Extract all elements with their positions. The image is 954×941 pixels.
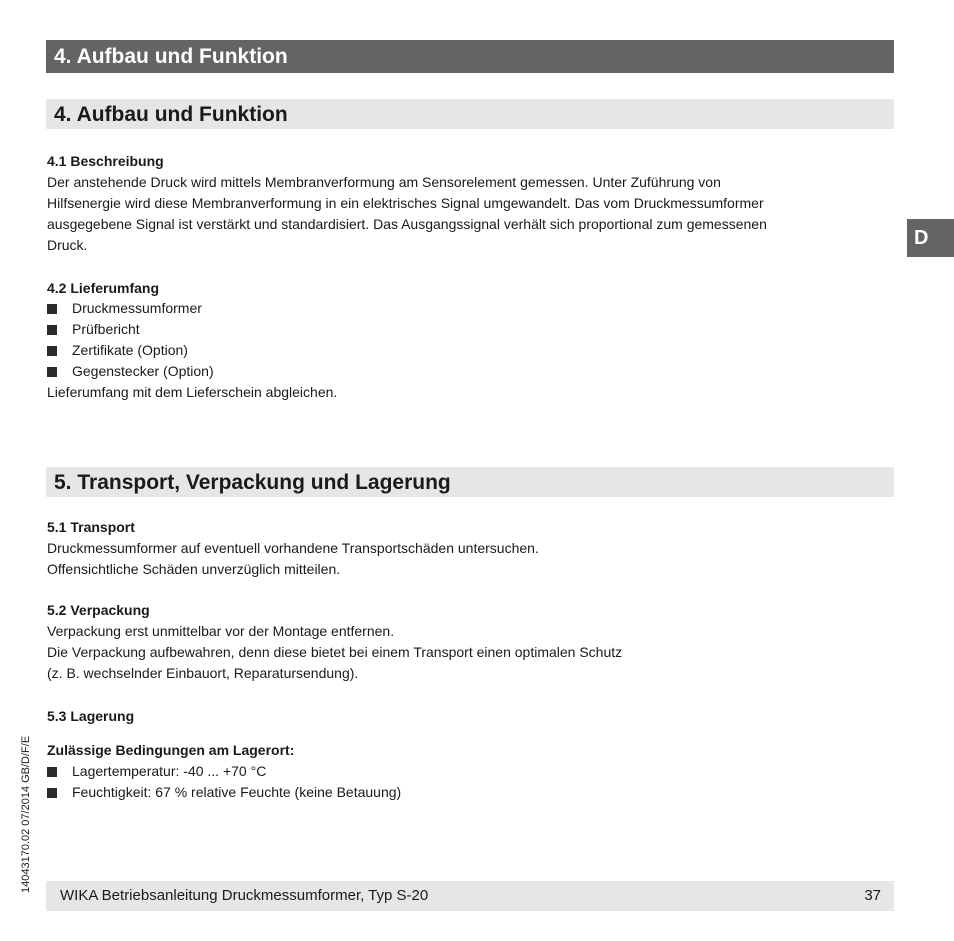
text-line: Hilfsenergie wird diese Membranverformung in ein elektrisches Signal umgewandelt. Das vom Druckmessumformer bbox=[47, 195, 764, 211]
text-line: Druck. bbox=[47, 237, 88, 253]
list-item: Feuchtigkeit: 67 % relative Feuchte (keine Betauung) bbox=[47, 782, 401, 803]
section-4-heading: 4. Aufbau und Funktion bbox=[46, 99, 894, 129]
document-code: 14043170.02 07/2014 GB/D/F/E bbox=[20, 735, 32, 893]
scope-of-delivery-list bbox=[47, 298, 214, 382]
bullet-square-icon bbox=[47, 767, 57, 777]
language-tab: D bbox=[907, 219, 954, 257]
storage-conditions-heading: Zulässige Bedingungen am Lagerort: bbox=[47, 742, 295, 758]
list-item: Prüfbericht bbox=[47, 319, 214, 340]
text-line: Der anstehende Druck wird mittels Membranverformung am Sensorelement gemessen. Unter Zuführung von bbox=[47, 174, 721, 190]
list-item: Gegenstecker (Option) bbox=[47, 361, 214, 382]
subsection-5-2-text bbox=[47, 621, 622, 684]
subsection-4-2-heading: 4.2 Lieferumfang bbox=[47, 280, 160, 296]
subsection-5-1-text bbox=[47, 538, 539, 580]
subsection-4-1-text bbox=[47, 172, 767, 256]
subsection-5-2-heading: 5.2 Verpackung bbox=[47, 602, 150, 618]
section-5-heading: 5. Transport, Verpackung und Lagerung bbox=[46, 467, 894, 497]
banner-heading: 4. Aufbau und Funktion bbox=[46, 40, 894, 73]
text-line: ausgegebene Signal ist verstärkt und standardisiert. Das Ausgangssignal verhält sich proportional zum gemessenen bbox=[47, 216, 767, 232]
list-item: Lagertemperatur: -40 ... +70 °C bbox=[47, 761, 401, 782]
bullet-square-icon bbox=[47, 304, 57, 314]
subsection-5-3-heading: 5.3 Lagerung bbox=[47, 708, 135, 724]
page-footer bbox=[46, 881, 894, 911]
scope-of-delivery-note: Lieferumfang mit dem Lieferschein abgleichen. bbox=[47, 384, 338, 400]
text-line: Verpackung erst unmittelbar vor der Montage entfernen. bbox=[47, 623, 395, 639]
list-item: Druckmessumformer bbox=[47, 298, 214, 319]
footer-title: WIKA Betriebsanleitung Druckmessumformer, Typ S-20 bbox=[60, 887, 429, 904]
bullet-square-icon bbox=[47, 367, 57, 377]
page-number: 37 bbox=[864, 887, 881, 904]
list-item: Zertifikate (Option) bbox=[47, 340, 214, 361]
text-line: Druckmessumformer auf eventuell vorhandene Transportschäden untersuchen. bbox=[47, 540, 539, 556]
subsection-4-1-heading: 4.1 Beschreibung bbox=[47, 153, 164, 169]
text-line: Offensichtliche Schäden unverzüglich mitteilen. bbox=[47, 561, 341, 577]
text-line: Die Verpackung aufbewahren, denn diese bietet bei einem Transport einen optimalen Schutz bbox=[47, 644, 623, 660]
text-line: (z. B. wechselnder Einbauort, Reparatursendung). bbox=[47, 665, 359, 681]
bullet-square-icon bbox=[47, 788, 57, 798]
bullet-square-icon bbox=[47, 325, 57, 335]
storage-conditions-list bbox=[47, 761, 401, 803]
subsection-5-1-heading: 5.1 Transport bbox=[47, 519, 135, 535]
bullet-square-icon bbox=[47, 346, 57, 356]
